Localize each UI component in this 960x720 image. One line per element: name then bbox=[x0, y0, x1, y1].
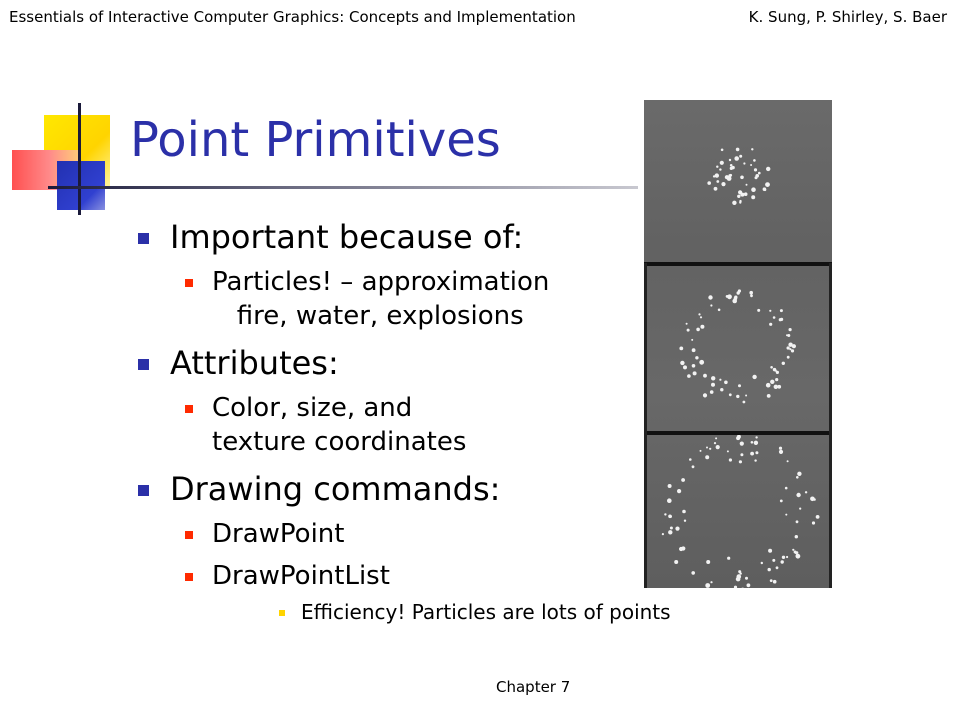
sub-bullet-particles-line2: fire, water, explosions bbox=[212, 301, 524, 331]
particle-dot bbox=[738, 289, 741, 292]
particle-dot bbox=[768, 549, 772, 553]
particle-dot bbox=[675, 527, 679, 531]
particle-dot bbox=[679, 347, 683, 351]
particle-dot bbox=[785, 487, 788, 490]
sub-bullet-color-line1: Color, size, and bbox=[212, 393, 413, 423]
particle-dot bbox=[706, 560, 710, 564]
particle-explosion-sequence-image bbox=[644, 100, 832, 588]
particle-dot bbox=[795, 552, 797, 554]
particle-dot bbox=[686, 323, 688, 325]
particle-dot bbox=[796, 493, 800, 497]
particle-dot bbox=[785, 514, 787, 516]
particle-dot bbox=[705, 583, 710, 588]
particle-dot bbox=[679, 547, 683, 551]
particle-dot bbox=[757, 309, 760, 312]
particle-dot bbox=[797, 472, 801, 476]
particle-dot bbox=[716, 180, 719, 183]
particle-dot bbox=[790, 344, 792, 346]
particle-dot bbox=[667, 498, 672, 503]
particle-dot bbox=[781, 560, 784, 563]
particle-dot bbox=[710, 390, 714, 394]
particle-dot bbox=[682, 510, 686, 514]
particle-dot bbox=[796, 554, 801, 559]
particle-dot bbox=[721, 149, 724, 152]
particle-dot bbox=[816, 515, 820, 519]
particle-dot bbox=[780, 309, 783, 312]
particle-dot bbox=[700, 325, 704, 329]
particle-dot bbox=[693, 371, 697, 375]
title-underline-rule bbox=[48, 186, 638, 189]
particle-dot bbox=[707, 181, 711, 185]
particle-dot bbox=[770, 366, 773, 369]
particle-dot bbox=[787, 346, 790, 349]
particle-dot bbox=[739, 460, 742, 463]
particle-dot bbox=[754, 441, 758, 445]
particle-dot bbox=[711, 383, 715, 387]
particle-dot bbox=[668, 515, 672, 519]
particle-dot bbox=[787, 356, 790, 359]
particle-dot bbox=[714, 187, 718, 191]
particle-dot bbox=[716, 445, 720, 449]
particle-dot bbox=[775, 378, 778, 381]
particle-dot bbox=[683, 365, 687, 369]
particle-dot bbox=[812, 521, 815, 524]
particle-dot bbox=[795, 535, 798, 538]
sub-bullet-drawpointlist bbox=[212, 559, 390, 593]
particle-dot bbox=[740, 176, 744, 180]
header-authors: K. Sung, P. Shirley, S. Baer bbox=[748, 8, 947, 26]
particle-dot bbox=[715, 173, 719, 177]
particle-dot bbox=[684, 520, 686, 522]
header-course-title: Essentials of Interactive Computer Graphics: Concepts and Implementation bbox=[9, 8, 576, 26]
particle-dot bbox=[789, 328, 792, 331]
particle-dot bbox=[799, 508, 801, 510]
particle-dot bbox=[755, 451, 758, 454]
particle-dot bbox=[687, 329, 690, 332]
particle-dot bbox=[736, 148, 740, 152]
particle-dot bbox=[779, 447, 782, 450]
particle-dot bbox=[792, 344, 796, 348]
particle-dot bbox=[711, 376, 715, 380]
particle-dot bbox=[813, 498, 816, 501]
particle-dot bbox=[710, 581, 712, 583]
particle-dot bbox=[754, 459, 756, 461]
particle-dot bbox=[680, 361, 684, 365]
particle-dot bbox=[739, 201, 741, 203]
particle-dot bbox=[732, 201, 736, 205]
particle-dot bbox=[765, 182, 770, 187]
particle-dot bbox=[720, 388, 723, 391]
particle-dot bbox=[774, 385, 778, 389]
particle-dot bbox=[786, 556, 788, 558]
particle-dot bbox=[699, 360, 704, 365]
particle-dot bbox=[691, 571, 695, 575]
bullet-important: Important because of: bbox=[170, 218, 524, 256]
particle-dot bbox=[695, 356, 698, 359]
particle-dot bbox=[734, 296, 737, 299]
particle-dot bbox=[692, 465, 695, 468]
particle-dot bbox=[796, 476, 799, 479]
particle-dot bbox=[755, 174, 759, 178]
particle-dot bbox=[729, 458, 732, 461]
particle-dot bbox=[769, 310, 771, 312]
particle-dot bbox=[729, 393, 732, 396]
particle-dot bbox=[730, 164, 733, 167]
particle-dot bbox=[779, 450, 783, 454]
particle-dot bbox=[750, 294, 753, 297]
particle-dot bbox=[787, 334, 790, 337]
particle-dot bbox=[743, 401, 746, 404]
sub-bullet-drawpoint-label: DrawPoint bbox=[212, 519, 345, 549]
particle-dot bbox=[766, 167, 770, 171]
particle-dot bbox=[770, 579, 773, 582]
sub-bullet-particles bbox=[212, 265, 549, 333]
particle-dot bbox=[791, 349, 794, 352]
particle-dot bbox=[764, 189, 767, 192]
particle-dot bbox=[739, 155, 742, 158]
particle-dot bbox=[752, 375, 756, 379]
particle-dot bbox=[708, 295, 712, 299]
particle-dot bbox=[773, 580, 777, 584]
particle-dot bbox=[768, 568, 771, 571]
particle-dot bbox=[715, 437, 717, 439]
particle-dot bbox=[720, 161, 724, 165]
particle-dot bbox=[724, 381, 728, 385]
particle-dot bbox=[751, 195, 755, 199]
particle-dot bbox=[758, 172, 761, 175]
particle-dot bbox=[714, 442, 716, 444]
particle-dot bbox=[670, 527, 673, 530]
sub-bullet-drawpoint bbox=[212, 517, 344, 551]
particle-dot bbox=[662, 533, 664, 535]
particle-dot bbox=[789, 348, 791, 350]
particle-dot bbox=[754, 168, 757, 171]
frame-right-edge bbox=[829, 263, 832, 588]
particle-dot bbox=[780, 500, 783, 503]
particle-dot bbox=[719, 168, 721, 170]
particle-dot bbox=[737, 195, 740, 198]
footer-chapter: Chapter 7 bbox=[496, 678, 571, 696]
particle-dot bbox=[766, 383, 771, 388]
particle-dot bbox=[691, 339, 693, 341]
particle-dot bbox=[755, 436, 757, 438]
particle-dot bbox=[753, 159, 756, 162]
particle-dot bbox=[740, 442, 744, 446]
particle-dot bbox=[738, 384, 741, 387]
particle-dot bbox=[738, 190, 742, 194]
particle-dot bbox=[736, 577, 741, 582]
frame-divider-2 bbox=[644, 431, 832, 435]
particle-dot bbox=[737, 435, 741, 439]
particle-dot bbox=[747, 583, 751, 587]
particle-dot bbox=[769, 323, 772, 326]
logo-vertical-rule bbox=[78, 103, 81, 215]
particle-dot bbox=[772, 559, 775, 562]
particle-dot bbox=[709, 448, 711, 450]
particle-dot bbox=[750, 452, 754, 456]
slide-title: Point Primitives bbox=[130, 112, 501, 168]
frame-left-edge bbox=[644, 263, 647, 588]
particle-dot bbox=[728, 174, 731, 177]
particle-dot bbox=[773, 316, 776, 319]
particle-dot bbox=[719, 379, 721, 381]
particle-dot bbox=[700, 450, 702, 452]
particle-dot bbox=[796, 520, 799, 523]
particle-dot bbox=[668, 530, 672, 534]
particle-dot bbox=[727, 294, 732, 299]
particle-dot bbox=[805, 491, 807, 493]
particle-dot bbox=[716, 166, 718, 168]
particle-dot bbox=[703, 393, 707, 397]
particle-dot bbox=[776, 371, 779, 374]
particle-dot bbox=[734, 156, 739, 161]
particle-dot bbox=[782, 362, 785, 365]
particle-dot bbox=[745, 577, 748, 580]
particle-dot bbox=[745, 395, 747, 397]
sub-bullet-drawpointlist-label: DrawPointList bbox=[212, 561, 390, 591]
particle-dot bbox=[734, 586, 737, 588]
particle-dot bbox=[664, 513, 666, 515]
particle-dot bbox=[743, 162, 745, 164]
particle-dots bbox=[644, 100, 832, 588]
particle-dot bbox=[689, 458, 692, 461]
particle-dot bbox=[696, 328, 700, 332]
particle-dot bbox=[692, 364, 696, 368]
particle-dot bbox=[740, 453, 743, 456]
sub-bullet-color-line2: texture coordinates bbox=[212, 427, 467, 457]
bullet-drawing-commands: Drawing commands: bbox=[170, 470, 501, 508]
particle-dot bbox=[782, 556, 785, 559]
particle-dot bbox=[770, 380, 774, 384]
particle-dot bbox=[703, 374, 707, 378]
particle-dot bbox=[698, 313, 700, 315]
particle-dot bbox=[674, 560, 678, 564]
sub-bullet-particles-line1: Particles! – approximation bbox=[212, 267, 550, 297]
particle-dot bbox=[687, 374, 691, 378]
particle-dot bbox=[681, 478, 685, 482]
particle-dot bbox=[705, 455, 709, 459]
particle-dot bbox=[725, 175, 729, 179]
particle-dot bbox=[746, 184, 748, 186]
particle-dot bbox=[776, 566, 779, 569]
particle-dot bbox=[718, 309, 721, 312]
particle-dot bbox=[744, 192, 748, 196]
particle-dot bbox=[727, 557, 730, 560]
particle-dot bbox=[751, 148, 753, 150]
particle-dot bbox=[751, 441, 754, 444]
particle-dot bbox=[710, 304, 712, 306]
particle-dot bbox=[740, 572, 742, 574]
particle-dot bbox=[668, 484, 672, 488]
particle-dot bbox=[750, 164, 752, 166]
particle-dot bbox=[706, 447, 708, 449]
particle-dot bbox=[700, 316, 702, 318]
particle-dot bbox=[749, 291, 753, 295]
particle-dot bbox=[727, 450, 729, 452]
sub-sub-bullet-efficiency: Efficiency! Particles are lots of points bbox=[301, 600, 671, 624]
particle-dot bbox=[792, 549, 794, 551]
bullet-attributes: Attributes: bbox=[170, 344, 339, 382]
sub-bullet-color-size bbox=[212, 391, 466, 459]
particle-dot bbox=[751, 187, 756, 192]
particle-dot bbox=[787, 460, 789, 462]
particle-dot bbox=[729, 159, 731, 161]
particle-dot bbox=[767, 394, 771, 398]
particle-dot bbox=[721, 182, 725, 186]
particle-dot bbox=[730, 167, 733, 170]
particle-dot bbox=[677, 489, 681, 493]
particle-dot bbox=[692, 348, 696, 352]
frame-divider-1 bbox=[644, 262, 832, 266]
particle-dot bbox=[761, 562, 763, 564]
particle-dot bbox=[736, 395, 739, 398]
particle-dot bbox=[780, 318, 783, 321]
